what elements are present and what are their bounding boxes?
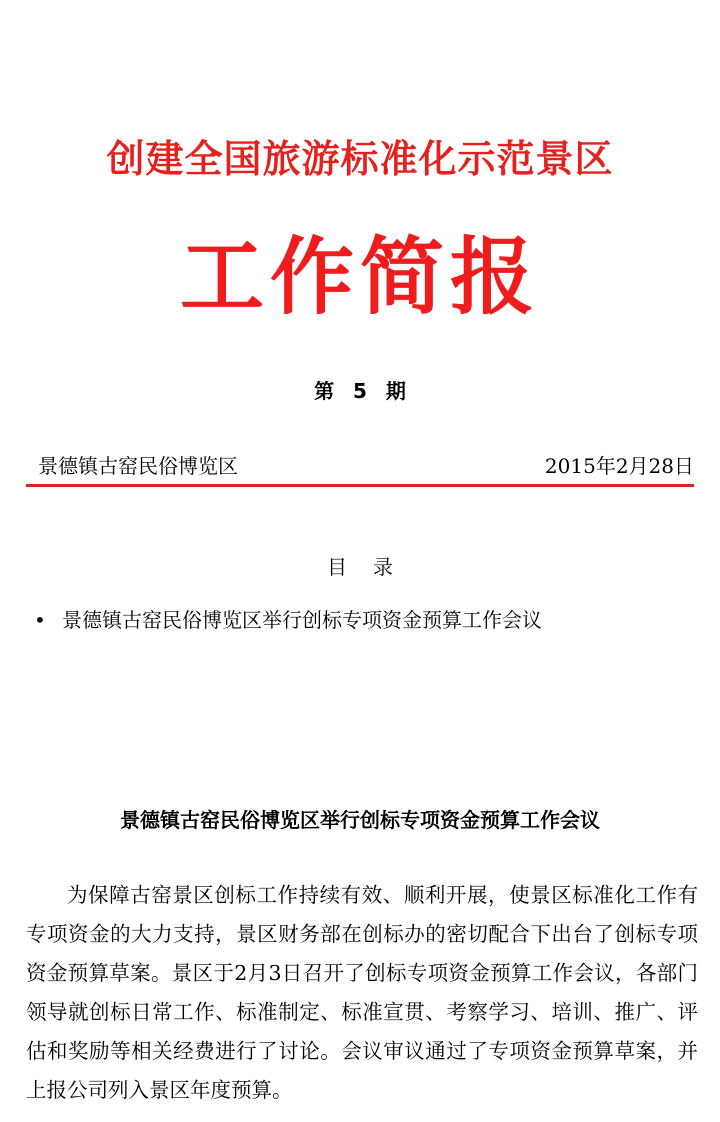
toc-item bbox=[34, 605, 542, 635]
article-title: 景德镇古窑民俗博览区举行创标专项资金预算工作会议 bbox=[120, 808, 600, 832]
bullet-icon: • bbox=[34, 608, 46, 632]
header-divider bbox=[26, 484, 694, 487]
issue-prefix: 第 bbox=[314, 379, 335, 403]
issue-number bbox=[0, 376, 720, 406]
issue-suffix: 期 bbox=[385, 379, 406, 403]
bulletin-header-subtitle: 工作简报 bbox=[179, 228, 540, 326]
toc-item-label: 景德镇古窑民俗博览区举行创标专项资金预算工作会议 bbox=[62, 608, 542, 632]
publication-date: 2015年2月28日 bbox=[544, 454, 694, 478]
toc-heading: 目录 bbox=[327, 555, 419, 579]
article-body: 为保障古窑景区创标工作持续有效、顺利开展，使景区标准化工作有专项资金的大力支持，景区财务部在创标办的密切配合下出台了创标专项资金预算草案。景区于2月3日召开了创标专项资金预算工作会议，各部门领导就创标日常工作、标准制定、标准宣贯、考察学习、培训、推广、评估和奖励等相关经费进行了讨论。会议审议通过了专项资金预算草案，并上报公司列入景区年度预算。 bbox=[26, 883, 698, 1102]
organization-name: 景德镇古窑民俗博览区 bbox=[38, 454, 238, 478]
issue-value: 5 bbox=[353, 379, 367, 403]
bulletin-header-title: 创建全国旅游标准化示范景区 bbox=[106, 136, 614, 181]
